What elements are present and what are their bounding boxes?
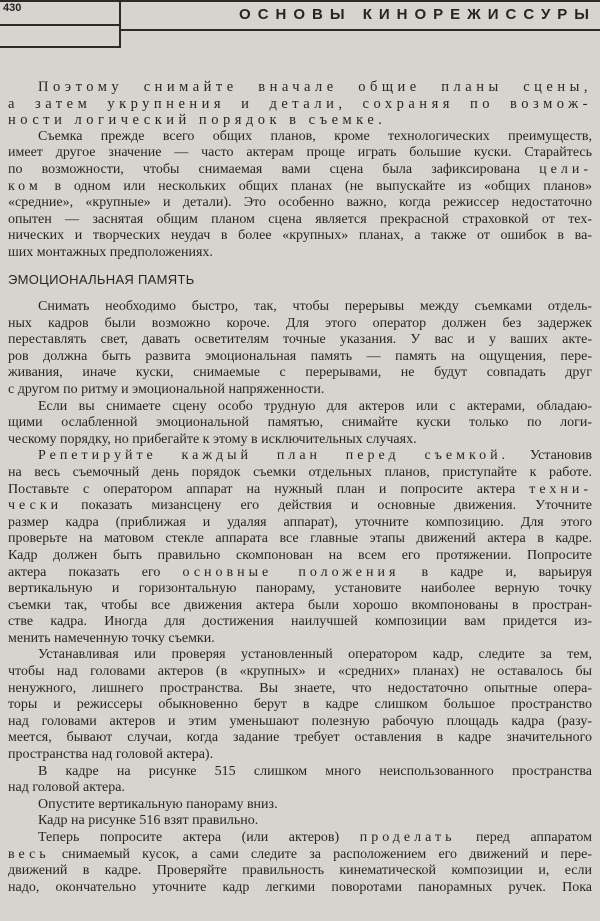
text-run: Съемка прежде всего общих планов, кроме технологических преимуществ, — [38, 128, 592, 144]
text-run: нических и творческих неудач в более «крупных» планах, а также от ошибок в ва- — [8, 228, 592, 244]
paragraph — [8, 764, 592, 797]
text-line — [8, 581, 592, 598]
paragraph — [8, 448, 592, 647]
text-line — [8, 349, 592, 366]
text-run: стве кадра. Иногда для достижения наилучшей композиции вам придется из- — [8, 614, 592, 630]
spaced-emphasis: весь — [8, 846, 50, 862]
text-line — [8, 847, 592, 864]
paragraph — [8, 299, 592, 399]
header-top-rule — [0, 0, 600, 2]
text-line — [8, 531, 592, 548]
text-run: Снимать необходимо быстро, так, чтобы перерывы между съемками отдель- — [38, 299, 592, 314]
text-run: пространства над головой актера). — [8, 747, 214, 763]
header-rule-right — [120, 29, 600, 31]
text-line — [8, 382, 592, 399]
text-run: размер кадра (приближая и удаляя аппарат), уточните композицию. Для этого — [8, 514, 592, 530]
text-run: над головой актера. — [8, 780, 125, 796]
text-line — [8, 747, 592, 764]
text-run: ных кадров были возможно короче. Для этого оператор должен без задержек — [8, 315, 592, 331]
text-run: Кадр на рисунке 516 взят правильно. — [38, 813, 259, 829]
text-line — [8, 664, 592, 681]
spaced-emphasis: основные положения — [182, 564, 400, 580]
text-line — [8, 399, 592, 416]
text-section-1 — [8, 79, 592, 262]
text-line — [8, 730, 592, 747]
text-line — [8, 365, 592, 382]
text-line — [8, 780, 592, 797]
text-run: ности логический порядок в съемке. — [8, 112, 387, 129]
text-run: проверьте на матовом стекле аппарата все главные этапы движений актера в кадре. — [8, 531, 592, 547]
text-run: по возможности, чтобы снимаемая вами сцена была зафиксирована — [8, 161, 540, 177]
text-line — [8, 79, 592, 96]
text-line — [8, 299, 592, 316]
text-line — [8, 797, 592, 814]
text-line — [8, 647, 592, 664]
text-run: перед аппаратом — [455, 830, 592, 845]
text-line — [8, 316, 592, 333]
paragraph — [8, 399, 592, 449]
header-rule-left — [0, 24, 120, 26]
header-vertical-rule — [119, 0, 121, 48]
text-run: в кадре и, варьируя — [399, 564, 592, 580]
text-line — [8, 96, 592, 113]
text-run: Опустите вертикальную панораму вниз. — [38, 796, 278, 812]
header-bottom-rule — [0, 46, 121, 48]
text-run: Поэтому снимайте вначале общие планы сцены, — [38, 79, 592, 95]
text-run: ческому порядку, но прибегайте к этому в исключительных случаях. — [8, 431, 417, 447]
text-run: переставлять свет, давать осветителям точные указания. У вас и у ваших акте- — [8, 332, 592, 348]
text-run: Установив — [509, 448, 592, 464]
spaced-emphasis: Репетируйте каждый план перед съемкой. — [38, 448, 510, 464]
text-run: Теперь попросите актера (или актеров) — [38, 830, 360, 845]
text-run: ненужного, лишнего пространства. Вы знаете, что недостаточно опытные опера- — [8, 680, 592, 696]
text-section-2 — [8, 299, 592, 896]
text-line — [8, 415, 592, 432]
text-line — [8, 112, 592, 129]
paragraph — [8, 797, 592, 814]
text-run: движений в кадре. Проверяйте правильность кинематической композиции и, если — [8, 863, 592, 879]
text-run: имеет другое значение — часто актерам проще играть большие куски. Старайтесь — [8, 145, 592, 161]
text-line — [8, 195, 592, 212]
text-run: меется, бывают случаи, когда задание требует оставления в кадре значительного — [8, 730, 592, 746]
text-run: менить намеченную точку съемки. — [8, 630, 215, 646]
text-run: Если вы снимаете сцену особо трудную для актеров или с актерами, обладаю- — [38, 398, 592, 414]
text-run: ших монтажных предположениях. — [8, 244, 213, 260]
text-run: чтобы над головами актеров (в «крупных» и «средних» планах) не оставалось бы — [8, 664, 592, 680]
text-run: щими ослабленной эмоциональной памятью, снимайте куски только по логи- — [8, 415, 592, 431]
text-line — [8, 614, 592, 631]
text-run: съемки так, чтобы все движения актера были хорошо вкомпонованы в простран- — [8, 597, 592, 613]
text-line — [8, 482, 592, 499]
paragraph — [8, 79, 592, 129]
text-line — [8, 465, 592, 482]
spaced-emphasis: проделать — [359, 830, 456, 845]
text-line — [8, 129, 592, 146]
text-run: над головами актеров и этим уменьшают полезную рабочую площадь кадра (разу- — [8, 713, 592, 729]
spaced-emphasis: ком — [8, 178, 42, 194]
text-line — [8, 515, 592, 532]
text-line — [8, 714, 592, 731]
text-run: а затем укрупнения и детали, сохраняя по возмож- — [8, 95, 592, 112]
text-line — [8, 764, 592, 781]
text-run: ров должна быть развита эмоциональная память — память на ощущения, пере- — [8, 348, 592, 364]
text-run: Кадр должен быть правильно скомпонован на всем его протяжении. Попросите — [8, 547, 592, 563]
text-run: на весь съемочный день порядок съемки отдельных планов, приступайте к работе. — [8, 464, 592, 480]
text-line — [8, 631, 592, 648]
text-line — [8, 228, 592, 245]
text-line — [8, 212, 592, 229]
section-heading: ЭМОЦИОНАЛЬНАЯ ПАМЯТЬ — [8, 272, 195, 287]
text-line — [8, 830, 592, 847]
text-line — [8, 598, 592, 615]
text-line — [8, 498, 592, 515]
spaced-emphasis: техни- — [529, 481, 592, 497]
text-line — [8, 448, 592, 465]
text-line — [8, 681, 592, 698]
text-line — [8, 162, 592, 179]
text-line — [8, 565, 592, 582]
text-run: В кадре на рисунке 515 слишком много неиспользованного пространства — [38, 763, 592, 779]
text-line — [8, 863, 592, 880]
text-line — [8, 332, 592, 349]
text-run: Поставьте с оператором аппарат на нужный план и попросите актера — [8, 481, 530, 497]
running-title: ОСНОВЫ КИНОРЕЖИССУРЫ — [239, 6, 596, 23]
text-run: с другом по ритму и эмоциональной напряженности. — [8, 381, 325, 397]
text-run: актера показать его — [8, 564, 183, 580]
paragraph — [8, 647, 592, 763]
paragraph — [8, 813, 592, 830]
text-line — [8, 179, 592, 196]
text-run: «средние», «крупные» и детали). Это особенно важно, когда режиссер недостаточно — [8, 195, 592, 211]
spaced-emphasis: цели- — [539, 161, 592, 177]
text-run: в одном или нескольких общих планах (не выпускайте из «общих планов» — [41, 178, 592, 194]
text-line — [8, 548, 592, 565]
spaced-emphasis: чески — [8, 498, 63, 514]
page-number: 430 — [3, 2, 22, 14]
text-line — [8, 432, 592, 449]
text-run: опытен — заснятая общим планом сцена является прекрасной страховкой от тех- — [8, 211, 592, 227]
text-line — [8, 697, 592, 714]
text-run: торы и режиссеры обыкновенно берут в кадре слишком большое пространство — [8, 697, 592, 713]
text-run: надо, окончательно уточните кадр легкими поворотами панорамных ручек. Пока — [8, 879, 592, 895]
text-line — [8, 880, 592, 897]
text-run: Устанавливая или проверяя установленный оператором кадр, следите за тем, — [38, 647, 592, 663]
text-run: снимаемый кусок, а сами следите за расположением его движений и пере- — [49, 846, 592, 862]
paragraph — [8, 129, 592, 262]
text-line — [8, 813, 592, 830]
text-run: живания, иначе куски, снимаемые с перерывами, не будут совпадать друг — [8, 365, 592, 381]
text-run: вертикальную и горизонтальную панораму, установите наиболее верную точку — [8, 581, 592, 597]
text-line — [8, 145, 592, 162]
text-run: показать мизансцену его действия и основные движения. Уточните — [62, 498, 592, 514]
text-line — [8, 245, 592, 262]
paragraph — [8, 830, 592, 896]
